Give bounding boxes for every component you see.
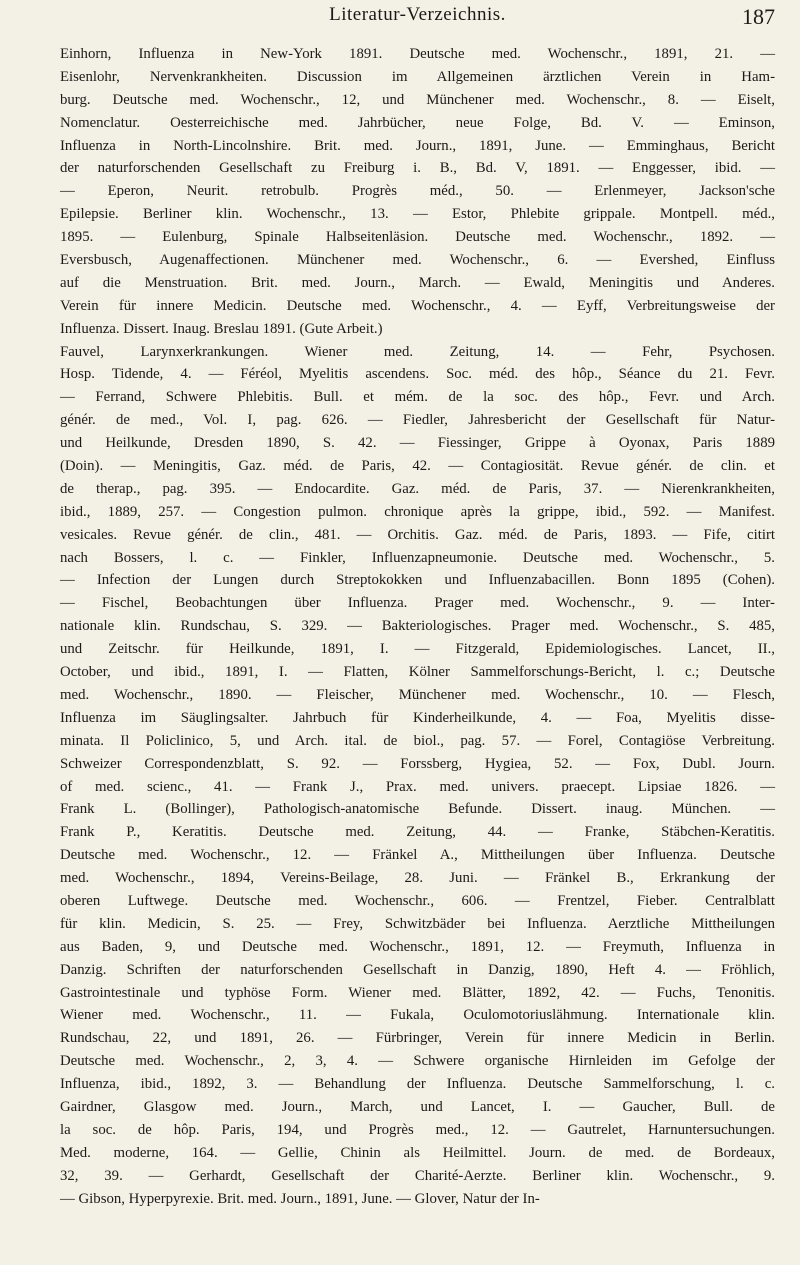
text-line: October, und ibid., 1891, I. — Flatten, Kölner Sammelforschungs-Bericht, l. c.; Deutsche [60, 664, 775, 681]
text-line: Verein für innere Medicin. Deutsche med. Wochenschr., 4. — Eyff, Verbreitungsweise der [60, 297, 775, 314]
text-line: nach Bossers, l. c. — Finkler, Influenzapneumonie. Deutsche med. Wochenschr., 5. [60, 549, 775, 566]
text-line: Influenza in North-Lincolnshire. Brit. med. Journ., 1891, June. — Emminghaus, Bericht [60, 137, 775, 154]
text-line: nationale klin. Rundschau, S. 329. — Bakteriologisches. Prager med. Wochenschr., S. 485, [60, 618, 775, 635]
text-line: minata. Il Policlinico, 5, und Arch. ital. de biol., pag. 57. — Forel, Contagiöse Verbreitung. [60, 732, 775, 749]
text-line: (Doin). — Meningitis, Gaz. méd. de Paris, 42. — Contagiosität. Revue génér. de clin. et [60, 458, 775, 475]
text-line: für klin. Medicin, S. 25. — Frey, Schwitzbäder bei Influenza. Aerztliche Mittheilungen [60, 915, 775, 932]
text-line: vesicales. Revue génér. de clin., 481. — Orchitis. Gaz. méd. de Paris, 1893. — Fife, citirt [60, 526, 775, 543]
text-line: Gastrointestinale und typhöse Form. Wiener med. Blätter, 1892, 42. — Fuchs, Tenonitis. [60, 984, 775, 1001]
text-line: of med. scienc., 41. — Frank J., Prax. med. univers. praecept. Lipsiae 1826. — [60, 778, 775, 795]
text-line: Eisenlohr, Nervenkrankheiten. Discussion im Allgemeinen ärztlichen Verein in Ham- [60, 68, 775, 85]
text-line: Deutsche med. Wochenschr., 2, 3, 4. — Schwere organische Hirnleiden im Gefolge der [60, 1053, 775, 1070]
text-line: med. Wochenschr., 1890. — Fleischer, Münchener med. Wochenschr., 10. — Flesch, [60, 686, 775, 703]
text-line: und Heilkunde, Dresden 1890, S. 42. — Fiessinger, Grippe à Oyonax, Paris 1889 [60, 435, 775, 452]
text-line: oberen Luftwege. Deutsche med. Wochenschr., 606. — Frentzel, Fieber. Centralblatt [60, 892, 775, 909]
text-line: aus Baden, 9, und Deutsche med. Wochenschr., 1891, 12. — Freymuth, Influenza in [60, 938, 775, 955]
text-line: Nomenclatur. Oesterreichische med. Jahrbücher, neue Folge, Bd. V. — Eminson, [60, 114, 775, 131]
text-line: de therap., pag. 395. — Endocardite. Gaz. méd. de Paris, 37. — Nierenkrankheiten, [60, 480, 775, 497]
text-line: Einhorn, Influenza in New-York 1891. Deutsche med. Wochenschr., 1891, 21. — [60, 46, 775, 62]
text-line: der naturforschenden Gesellschaft zu Freiburg i. B., Bd. V, 1891. — Enggesser, ibid. — [60, 160, 775, 177]
text-line: Rundschau, 22, und 1891, 26. — Fürbringer, Verein für innere Medicin in Berlin. [60, 1030, 775, 1047]
page-header-title: Literatur-Verzeichnis. [329, 4, 506, 25]
text-line: Danzig. Schriften der naturforschenden Gesellschaft in Danzig, 1890, Heft 4. — Fröhlich, [60, 961, 775, 978]
text-line: ibid., 1889, 257. — Congestion pulmon. chronique après la grippe, ibid., 592. — Manifest. [60, 503, 775, 520]
text-line: auf die Menstruation. Brit. med. Journ., March. — Ewald, Meningitis und Anderes. [60, 274, 775, 291]
text-line: — Fischel, Beobachtungen über Influenza. Prager med. Wochenschr., 9. — Inter- [60, 595, 775, 612]
text-line: und Zeitschr. für Heilkunde, 1891, I. — Fitzgerald, Epidemiologisches. Lancet, II., [60, 641, 775, 658]
text-line: 1895. — Eulenburg, Spinale Halbseitenläsion. Deutsche med. Wochenschr., 1892. — [60, 229, 775, 246]
text-line: génér. de med., Vol. I, pag. 626. — Fiedler, Jahresbericht der Gesellschaft für Natur- [60, 412, 775, 429]
text-line: Med. moderne, 164. — Gellie, Chinin als Heilmittel. Journ. de med. de Bordeaux, [60, 1144, 775, 1161]
text-line: Influenza, ibid., 1892, 3. — Behandlung der Influenza. Deutsche Sammelforschung, l. c. [60, 1076, 775, 1093]
page-number: 187 [742, 4, 775, 29]
text-line: burg. Deutsche med. Wochenschr., 12, und Münchener med. Wochenschr., 8. — Eiselt, [60, 91, 775, 108]
text-line: Frank P., Keratitis. Deutsche med. Zeitung, 44. — Franke, Stäbchen-Keratitis. [60, 824, 775, 841]
text-line: Deutsche med. Wochenschr., 12. — Fränkel A., Mittheilungen über Influenza. Deutsche [60, 847, 775, 864]
text-line: Fauvel, Larynxerkrankungen. Wiener med. Zeitung, 14. — Fehr, Psychosen. [60, 343, 775, 360]
text-line: Influenza im Säuglingsalter. Jahrbuch für Kinderheilkunde, 4. — Foa, Myelitis disse- [60, 709, 775, 726]
text-line: 32, 39. — Gerhardt, Gesellschaft der Charité-Aerzte. Berliner klin. Wochenschr., 9. [60, 1167, 775, 1184]
text-line: Hosp. Tidende, 4. — Féréol, Myelitis ascendens. Soc. méd. des hôp., Séance du 21. Fevr. [60, 366, 775, 383]
text-line: Gairdner, Glasgow med. Journ., March, und Lancet, I. — Gaucher, Bull. de [60, 1098, 775, 1115]
text-line: — Ferrand, Schwere Phlebitis. Bull. et mém. de la soc. des hôp., Fevr. und Arch. [60, 389, 775, 406]
text-line: — Eperon, Neurit. retrobulb. Progrès méd., 50. — Erlenmeyer, Jackson'sche [60, 183, 775, 200]
text-line: med. Wochenschr., 1894, Vereins-Beilage, 28. Juni. — Fränkel B., Erkrankung der [60, 870, 775, 887]
text-line: Wiener med. Wochenschr., 11. — Fukala, Oculomotoriuslähmung. Internationale klin. [60, 1007, 775, 1024]
text-line: Schweizer Correspondenzblatt, S. 92. — Forssberg, Hygiea, 52. — Fox, Dubl. Journ. [60, 755, 775, 772]
text-line: la soc. de hôp. Paris, 194, und Progrès med., 12. — Gautrelet, Harnuntersuchungen. [60, 1121, 775, 1138]
running-header [60, 4, 775, 36]
text-line: — Infection der Lungen durch Streptokokken und Influenzabacillen. Bonn 1895 (Cohen). [60, 572, 775, 589]
text-line: Frank L. (Bollinger), Pathologisch-anatomische Befunde. Dissert. inaug. München. — [60, 801, 775, 818]
text-line: Eversbusch, Augenaffectionen. Münchener med. Wochenschr., 6. — Evershed, Einfluss [60, 252, 775, 269]
text-line: Epilepsie. Berliner klin. Wochenschr., 13. — Estor, Phlebite grippale. Montpell. méd., [60, 206, 775, 223]
bibliography-text [60, 43, 775, 1210]
text-line: Influenza. Dissert. Inaug. Breslau 1891. (Gute Arbeit.) [60, 320, 383, 337]
text-line: — Gibson, Hyperpyrexie. Brit. med. Journ., 1891, June. — Glover, Natur der In- [60, 1190, 540, 1207]
